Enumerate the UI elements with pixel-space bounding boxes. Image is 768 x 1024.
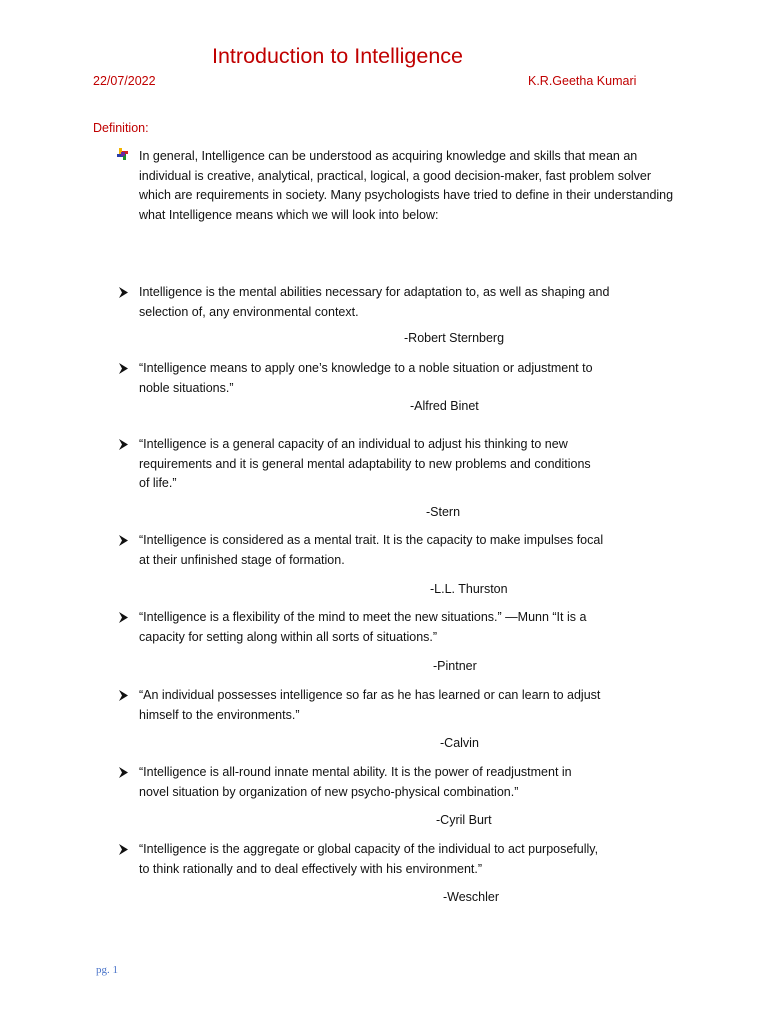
colored-square-bullet-icon (116, 147, 130, 161)
definition-attribution: -Weschler (443, 890, 500, 904)
arrow-bullet-icon (117, 840, 131, 859)
definition-attribution: -Pintner (433, 659, 477, 673)
arrow-bullet-icon (117, 608, 131, 627)
definition-text: “Intelligence is all-round innate mental ability. It is the power of readjustment in novel situation by organization of new psycho-physical combination.” (139, 765, 572, 799)
arrow-bullet-icon (117, 531, 131, 550)
document-title: Introduction to Intelligence (212, 44, 463, 68)
definition-attribution: -Calvin (440, 736, 479, 750)
definition-text: “Intelligence means to apply one’s knowledge to a noble situation or adjustment to noble situations.” (139, 361, 593, 395)
arrow-bullet-icon (117, 435, 131, 454)
page-number: pg. 1 (96, 964, 118, 976)
definition-text: “Intelligence is considered as a mental trait. It is the capacity to make impulses focal at their unfinished stage of formation. (139, 533, 604, 567)
arrow-bullet-icon (117, 359, 131, 378)
definition-item (117, 608, 687, 647)
definition-item (117, 763, 687, 802)
document-date: 22/07/2022 (93, 74, 156, 88)
definition-item (117, 531, 687, 570)
definition-text: Intelligence is the mental abilities necessary for adaptation to, as well as shaping and selection of, any environmental context. (139, 285, 610, 319)
arrow-bullet-icon (117, 283, 131, 302)
arrow-bullet-icon (117, 763, 131, 782)
intro-paragraph: In general, Intelligence can be understood as acquiring knowledge and skills that mean an individual is creative, analytical, practical, logical, a good decision-maker, fast problem solver which are requirements in society. Many psychologists have tried to define in their understanding what Intelligence means which we will look into below: (139, 149, 674, 222)
document-author: K.R.Geetha Kumari (528, 74, 637, 88)
definition-attribution: -Stern (426, 505, 461, 519)
definition-attribution: -Alfred Binet (410, 399, 479, 413)
definition-item (117, 359, 687, 398)
definition-text: “An individual possesses intelligence so far as he has learned or can learn to adjust himself to the environments.” (139, 688, 601, 722)
definition-attribution: -Cyril Burt (436, 813, 492, 827)
definition-text: “Intelligence is a flexibility of the mind to meet the new situations.” —Munn “It is a capacity for setting along within all sorts of situations.” (139, 610, 587, 644)
definition-attribution: -Robert Sternberg (404, 331, 505, 345)
definition-item (117, 840, 687, 879)
definition-text: “Intelligence is a general capacity of an individual to adjust his thinking to new requirements and it is general mental adaptability to new problems and conditions of life.” (139, 437, 591, 490)
section-heading: Definition: (93, 121, 149, 135)
definition-item (117, 686, 687, 725)
definition-item (117, 283, 687, 322)
definition-item (117, 435, 687, 494)
definition-text: “Intelligence is the aggregate or global capacity of the individual to act purposefully, to think rationally and to deal effectively with his environment.” (139, 842, 599, 876)
definition-attribution: -L.L. Thurston (430, 582, 508, 596)
arrow-bullet-icon (117, 686, 131, 705)
